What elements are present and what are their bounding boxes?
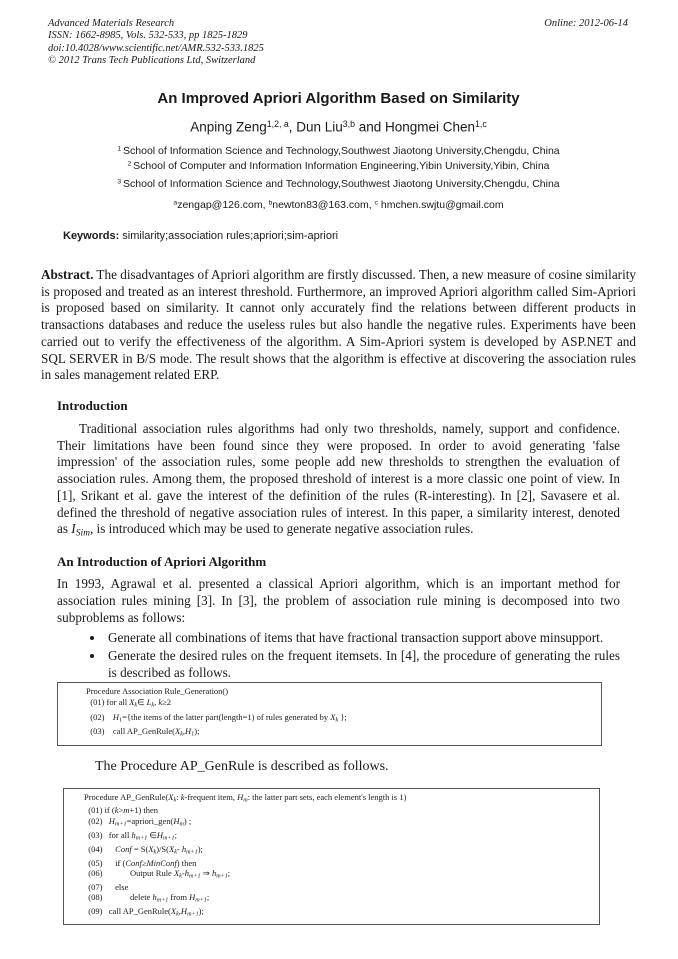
code-line: Procedure Association Rule_Generation() — [86, 686, 229, 697]
code-line: (03) for all hm+1 ∈Hm+1; — [84, 829, 177, 842]
keywords-line — [63, 230, 620, 243]
code-line: (03) call AP_GenRule(Xk,H1); — [86, 726, 200, 738]
procedure-note: The Procedure AP_GenRule is described as follows. — [95, 758, 389, 774]
journal-doi-line: doi:10.4028/www.scientific.net/AMR.532-533.1825 — [48, 42, 264, 54]
authors-line: Anping Zeng$^{1,2, a}$, Dun Liu$^{3,b}$ and Hongmei Chen$^{1,c}$ — [190, 118, 487, 135]
code-line: (05) if (Conf≥MinConf) then — [84, 857, 197, 868]
journal-header — [48, 18, 628, 68]
code-line: (02) H1={the items of the latter part(length=1) of rules generated by Xk }; — [86, 711, 347, 724]
paper-title: An Improved Apriori Algorithm Based on Similarity — [157, 89, 520, 107]
abstract-text: The disadvantages of Apriori algorithm are firstly discussed. Then, a new measure of cosine similarity is proposed and treated as an interest threshold. Furthermore, an improved Apriori algorithm called Sim-Apriori is proposed based on similarity. It cannot only accurately find the relations between different products in transactions databases and reduce the useless rules but also handle the negative rules. Experiments have been carried out to verify the effectiveness of the algorithm. A Sim-Apriori system is developed by ASP.NET and SQL SERVER in B/S mode. The result shows that the algorithm is effective at discovering the association rules in sales management related ERP. — [41, 266, 636, 383]
journal-issn-line: ISSN: 1662-8985, Vols. 532-533, pp 1825-1829 — [48, 30, 248, 42]
code-line: (01) for all Xk∈ Lk, k≥2 — [86, 697, 172, 709]
subproblem-list — [57, 629, 620, 681]
code-line: (09) call AP_GenRule(Xk,Hm+1); — [84, 906, 204, 918]
affiliation-2: $^2$ School of Computer and Information Information Engineering,Yibin University,Yibin, China — [127, 160, 550, 173]
list-item-minsupport: • Generate all combinations of items that have fractional transaction support above minsupport. — [105, 629, 620, 646]
code-line: (06) Output Rule Xk-hm+1 ⇒ hm+1; — [84, 868, 231, 880]
abstract-label: Abstract. — [41, 266, 94, 282]
apriori-paragraph: In 1993, Agrawal et al. presented a classical Apriori algorithm, which is an important method for association rules mining [3]. In [3], the problem of association rule mining is decomposed into two subproblems as follows: — [57, 576, 620, 625]
introduction-paragraph: Traditional association rules algorithms had only two thresholds, namely, support and confidence. Their limitations have been found since they were proposed. In order to avoid generating 'false impression' of the association rules, some people add new thresholds to strengthen the evaluation of association rules. Among them, the proposed threshold of interest is a more classic one point of view. In [1], Srikant et al. gave the interest of the definition of the rules (R-interesting). In [2], Savasere et al. defined the threshold of negative association rules of interest. In this paper, a similarity interest, denoted as ISim, is introduced which may be used to generate negative association rules. — [57, 420, 620, 539]
code-box-ap-genrule — [63, 788, 600, 926]
author-emails-line: $^a$zengap@126.com, $^b$newton83@163.com, $^c$ hmchen.swjtu@gmail.com — [173, 199, 504, 212]
code-line: (01) if (k>m+1) then — [84, 805, 159, 816]
code-box-rule-generation — [57, 682, 602, 746]
keywords-text: similarity;association rules;apriori;sim-apriori — [119, 229, 339, 242]
affiliation-3: $^3$ School of Information Science and Technology,Southwest Jiaotong University,Chengdu, China — [117, 178, 560, 191]
code-line: Procedure AP_GenRule(Xk: k-frequent item, Hm: the latter part sets, each element's length is 1) — [84, 791, 407, 804]
journal-name: Advanced Materials Research — [48, 18, 175, 29]
affiliation-1: $^1$ School of Information Science and Technology,Southwest Jiaotong University,Chengdu, China — [117, 145, 560, 158]
code-line: (08) delete hm+1 from Hm+1; — [84, 892, 210, 904]
journal-copyright-line: © 2012 Trans Tech Publications Ltd, Switzerland — [48, 55, 256, 67]
section-heading-introduction: Introduction — [57, 398, 128, 414]
list-item-generate-rules: • Generate the desired rules on the frequent itemsets. In [4], the procedure of generating the rules is described as follows. — [105, 647, 620, 681]
abstract-paragraph — [41, 267, 636, 384]
journal-header-left — [48, 18, 264, 68]
online-date: Online: 2012-06-14 — [544, 18, 628, 29]
section-heading-apriori: An Introduction of Apriori Algorithm — [57, 553, 267, 569]
affiliations-block — [57, 144, 620, 192]
code-line: (04) Conf = S(Xk)/S(Xk- hm+1); — [84, 843, 203, 856]
code-line: (07) else — [84, 881, 129, 892]
keywords-label: Keywords: — [63, 229, 120, 242]
code-line: (02) Hm+1=apriori_gen(Hm) ; — [84, 815, 192, 828]
